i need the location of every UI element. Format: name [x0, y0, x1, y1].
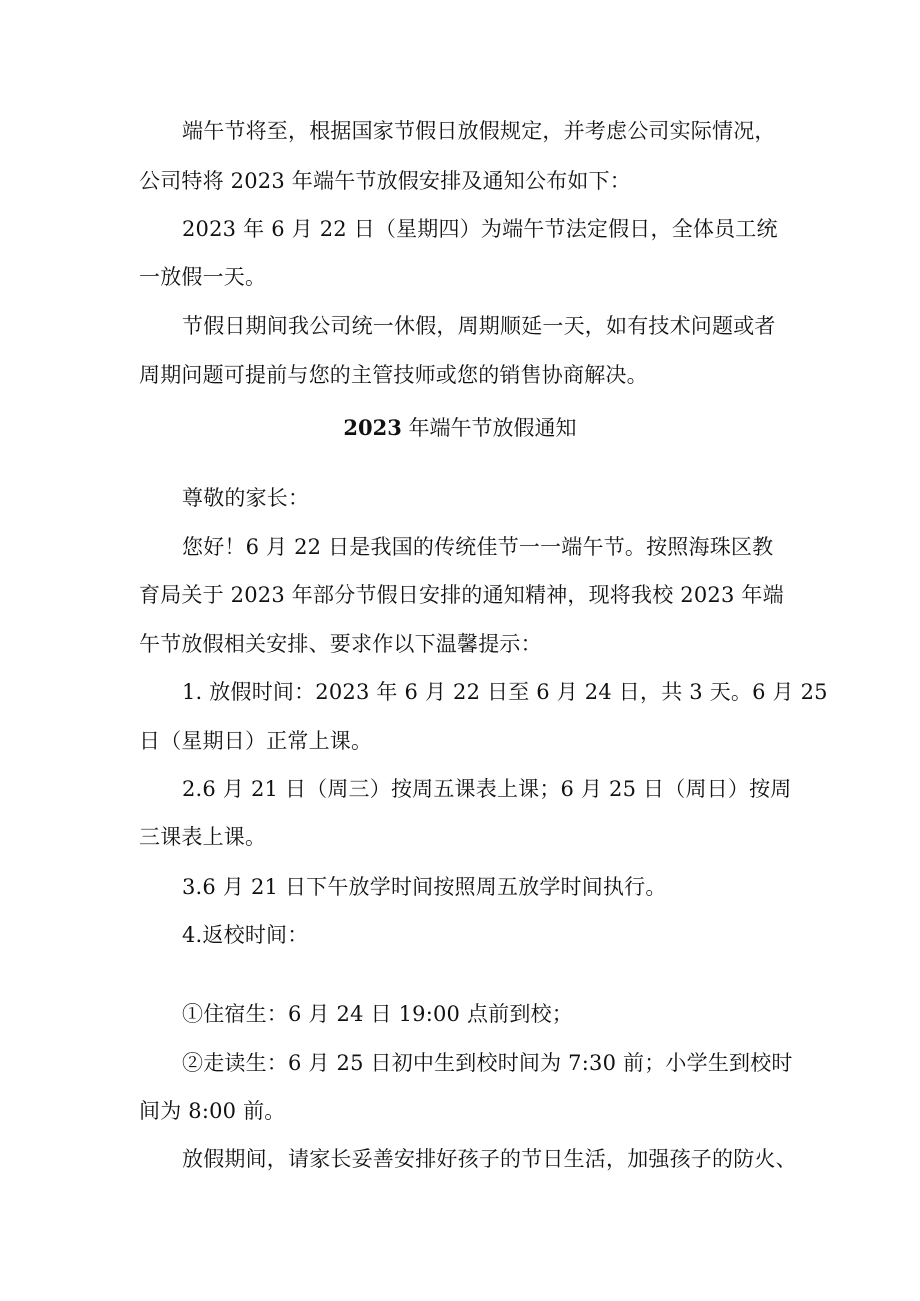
list-item-line: 三课表上课。: [139, 825, 267, 849]
paragraph-line: 节假日期间我公司统一休假，周期顺延一天，如有技术问题或者: [182, 314, 776, 338]
paragraph-line: 端午节将至，根据国家节假日放假规定，并考虑公司实际情况，: [182, 119, 776, 143]
list-item-line: ①住宿生：6 月 24 日 19:00 点前到校；: [182, 1002, 573, 1026]
paragraph-line: 周期问题可提前与您的主管技师或您的销售协商解决。: [139, 363, 648, 387]
paragraph-line: 一放假一天。: [139, 265, 267, 289]
paragraph-line: 放假期间，请家长妥善安排好孩子的节日生活，加强孩子的防火、: [182, 1147, 797, 1171]
list-item-line: 4.返校时间：: [182, 923, 309, 947]
paragraph-line: 2023 年 6 月 22 日（星期四）为端午节法定假日，全体员工统: [182, 217, 778, 241]
list-item-line: 1. 放假时间：2023 年 6 月 22 日至 6 月 24 日，共 3 天。6 月 25: [182, 680, 828, 704]
section-title-year: 2023: [343, 415, 402, 440]
paragraph-line: 公司特将 2023 年端午节放假安排及通知公布如下：: [139, 169, 631, 193]
paragraph-line: 您好！6 月 22 日是我国的传统佳节一一端午节。按照海珠区教: [182, 535, 774, 559]
list-item-line: 3.6 月 21 日下午放学时间按照周五放学时间执行。: [182, 875, 667, 899]
list-item-line: 日（星期日）正常上课。: [139, 729, 373, 753]
section-title-text: 年端午节放假通知: [401, 416, 577, 440]
list-item-line: 间为 8:00 前。: [139, 1099, 286, 1123]
list-item-line: ②走读生：6 月 25 日初中生到校时间为 7:30 前；小学生到校时: [182, 1051, 793, 1075]
salutation: 尊敬的家长：: [182, 486, 310, 510]
paragraph-line: 育局关于 2023 年部分节假日安排的通知精神，现将我校 2023 年端: [139, 583, 784, 607]
list-item-line: 2.6 月 21 日（周三）按周五课表上课；6 月 25 日（周日）按周: [182, 777, 792, 801]
section-title: [0, 413, 920, 443]
paragraph-line: 午节放假相关安排、要求作以下温馨提示：: [139, 632, 542, 656]
